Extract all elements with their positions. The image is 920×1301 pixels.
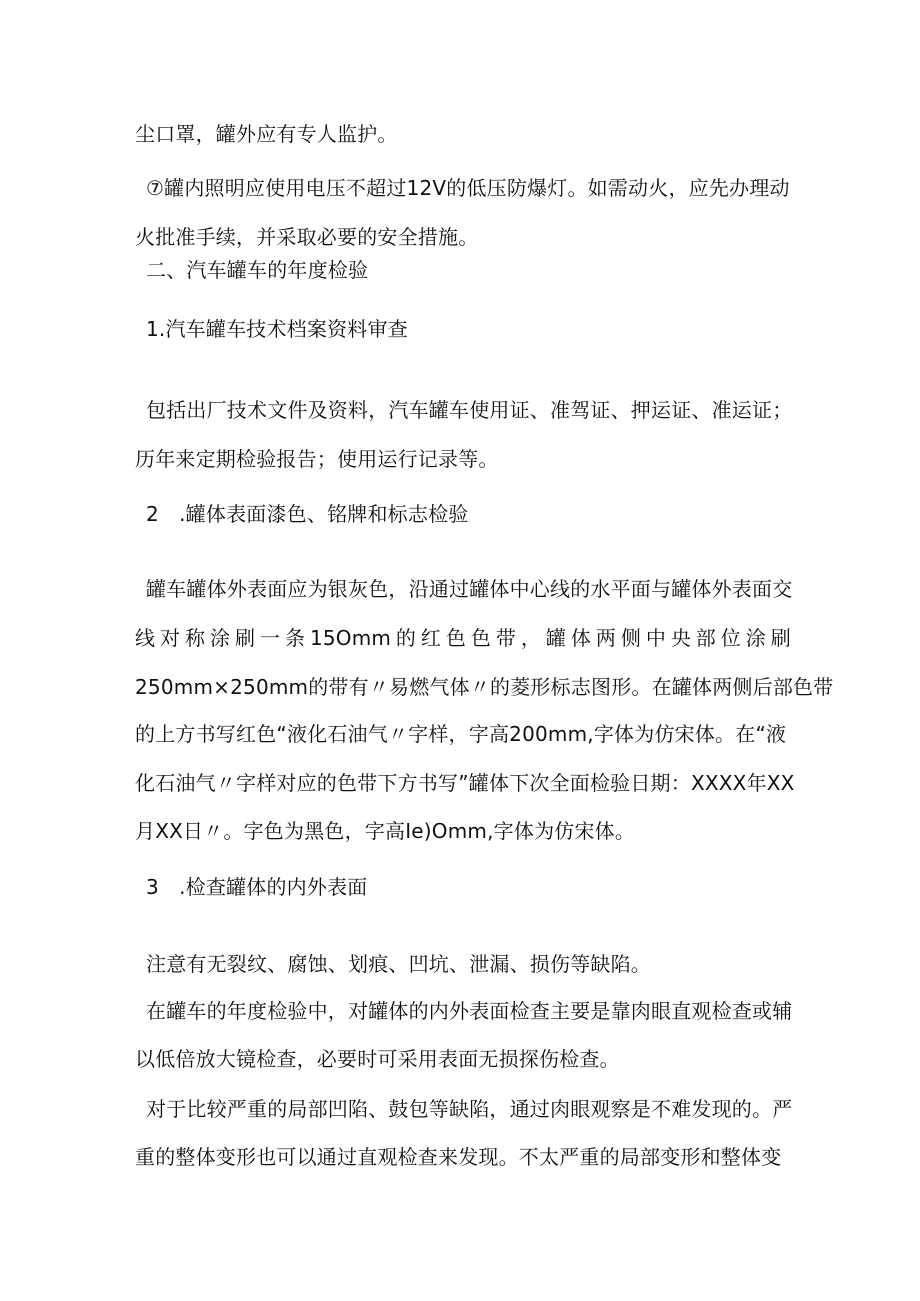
text-line: 历年来定期检验报告；使用运行记录等。 bbox=[135, 447, 499, 471]
text-line: 火批准手续，并采取必要的安全措施。 bbox=[135, 225, 479, 249]
subsection-heading: 1.汽车罐车技术档案资料审查 bbox=[146, 317, 408, 341]
subsection-heading: 3 .检查罐体的内外表面 bbox=[146, 875, 368, 899]
text-line: 重的整体变形也可以通过直观检查来发现。不太严重的局部变形和整体变 bbox=[135, 1145, 782, 1169]
text-line: 尘口罩，罐外应有专人监护。 bbox=[135, 122, 398, 146]
text-line: 对于比较严重的局部凹陷、鼓包等缺陷，通过肉眼观察是不难发现的。严 bbox=[146, 1097, 793, 1121]
text-line: 包括出厂技术文件及资料，汽车罐车使用证、准驾证、押运证、准运证； bbox=[146, 398, 793, 422]
text-line: 线对称涂刷一条15Omm的红色色带，罐体两侧中央部位涂刷 bbox=[135, 626, 791, 650]
text-line: ⑦罐内照明应使用电压不超过12V的低压防爆灯。如需动火，应先办理动 bbox=[146, 176, 790, 200]
text-line: 以低倍放大镜检查，必要时可采用表面无损探伤检查。 bbox=[135, 1047, 620, 1071]
text-line: 的上方书写红色“液化石油气〃字样，字高200mm,字体为仿宋体。在“液 bbox=[135, 722, 787, 746]
text-line: 化石油气〃字样对应的色带下方书写”罐体下次全面检验日期：XXXX年XX bbox=[135, 771, 795, 795]
text-line: 月XX日〃。字色为黑色，字高Ie)Omm,字体为仿宋体。 bbox=[135, 819, 636, 843]
text-line: 250mm×250mm的带有〃易燃气体〃的菱形标志图形。在罐体两侧后部色带 bbox=[135, 675, 834, 699]
text-line: 注意有无裂纹、腐蚀、划痕、凹坑、泄漏、损伤等缺陷。 bbox=[146, 952, 651, 976]
section-heading: 二、汽车罐车的年度检验 bbox=[146, 258, 369, 282]
text-line: 在罐车的年度检验中，对罐体的内外表面检查主要是靠肉眼直观检查或辅 bbox=[146, 999, 793, 1023]
text-line: 罐车罐体外表面应为银灰色，沿通过罐体中心线的水平面与罐体外表面交 bbox=[146, 577, 793, 601]
subsection-heading: 2 .罐体表面漆色、铭牌和标志检验 bbox=[146, 502, 469, 526]
